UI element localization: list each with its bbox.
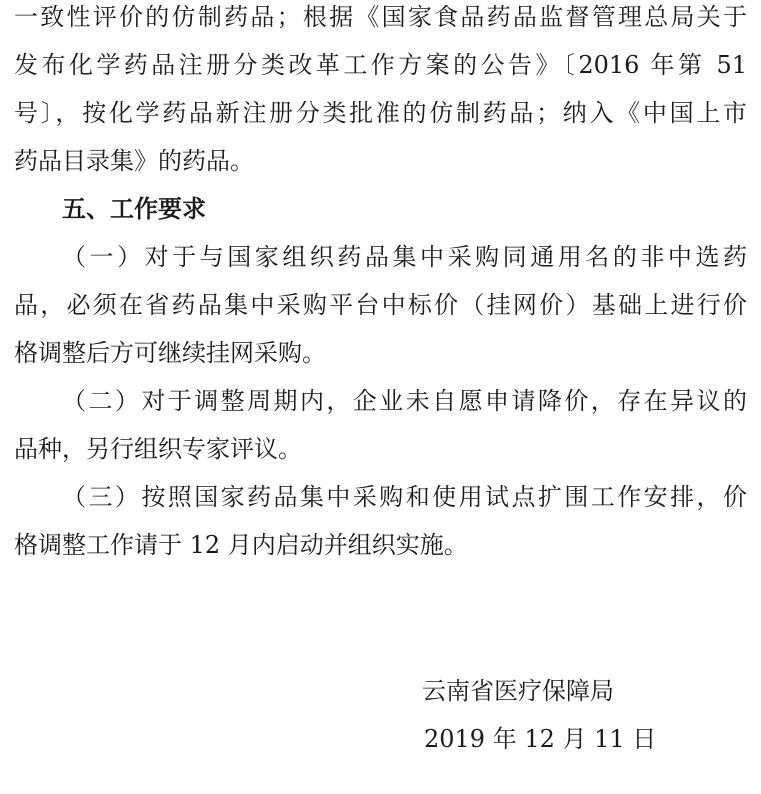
paragraph-line: 号〕，按化学药品新注册分类批准的仿制药品；纳入《中国上市	[14, 99, 747, 127]
paragraph-line: 药品目录集》的药品。	[14, 147, 254, 175]
section-heading: 五、工作要求	[62, 195, 206, 223]
item-two-line: （二）对于调整周期内，企业未自愿申请降价，存在异议的	[62, 387, 747, 415]
item-three-line: （三）按照国家药品集中采购和使用试点扩围工作安排，价	[62, 483, 747, 511]
item-one-line: （一）对于与国家组织药品集中采购同通用名的非中选药	[62, 243, 747, 271]
paragraph-line: 发布化学药品注册分类改革工作方案的公告》〔2016 年第 51	[14, 51, 747, 79]
item-three-line: 格调整工作请于 12 月内启动并组织实施。	[14, 531, 468, 559]
paragraph-line: 一致性评价的仿制药品；根据《国家食品药品监督管理总局关于	[14, 3, 747, 31]
item-two-line: 品种，另行组织专家评议。	[14, 435, 302, 463]
signature-organization: 云南省医疗保障局	[422, 677, 614, 705]
item-one-line: 品，必须在省药品集中采购平台中标价（挂网价）基础上进行价	[14, 291, 747, 319]
item-one-line: 格调整后方可继续挂网采购。	[14, 339, 326, 367]
signature-date: 2019 年 12 月 11 日	[424, 725, 657, 753]
